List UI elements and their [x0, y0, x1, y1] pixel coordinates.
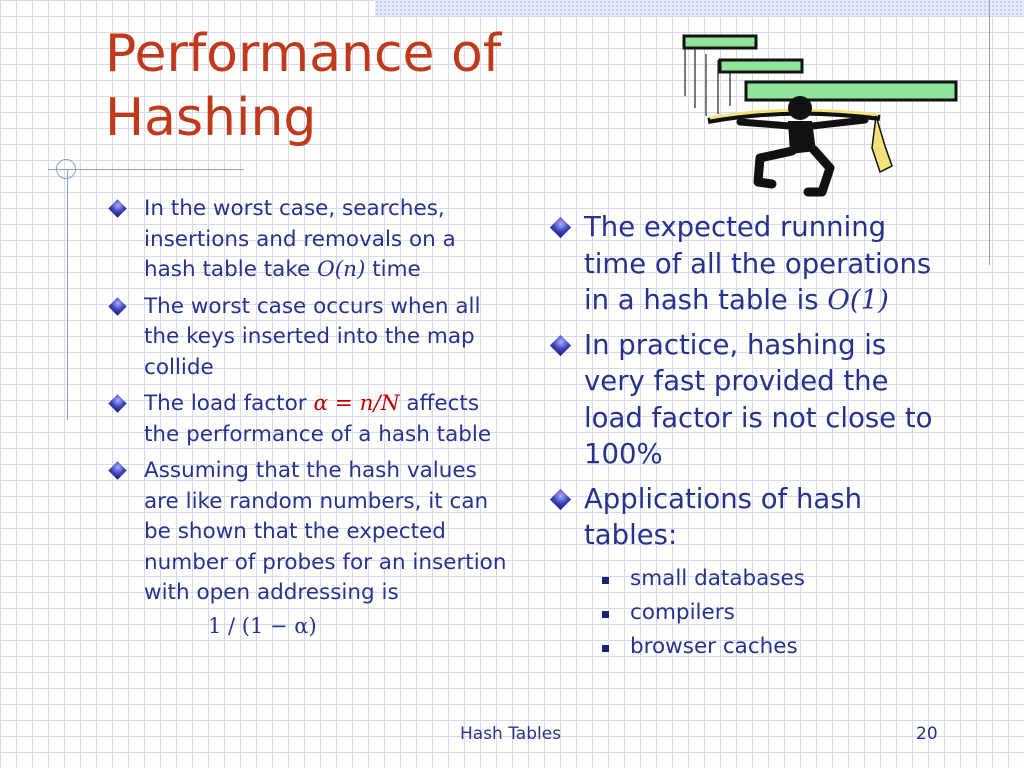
- blue-diamond-bullet-icon: [550, 488, 571, 509]
- bullet-practice: [548, 327, 948, 473]
- bullet-probes: [108, 456, 508, 609]
- right-bullet-column: [548, 209, 948, 664]
- list-item: [592, 596, 948, 630]
- math-o-1: O(1): [827, 284, 889, 316]
- bullet-text: Applications of hash tables:: [584, 482, 863, 551]
- bullet-applications: [548, 481, 948, 554]
- bullet-text: In the worst case, searches, insertions and removals on a hash table take: [144, 196, 456, 282]
- bullet-text: The expected running time of all the operations in a hash table is: [584, 211, 932, 316]
- list-item: [592, 562, 948, 596]
- blue-diamond-bullet-icon: [108, 461, 126, 479]
- square-bullet-icon: [602, 611, 609, 618]
- slide-title: [105, 22, 501, 150]
- bullet-text: Assuming that the hash values are like random numbers, it can be shown that the expected number of probes for an insertion with open addressing is: [144, 458, 507, 605]
- slide-title-line-2: Hashing: [105, 88, 317, 148]
- square-bullet-icon: [602, 645, 609, 652]
- slide-title-line-1: Performance of: [105, 24, 502, 84]
- bullet-text-end: affects the performance of a hash table: [144, 391, 492, 447]
- bullet-text: In practice, hashing is very fast provided the load factor is not close to 100%: [584, 328, 933, 470]
- list-item-label: small databases: [630, 565, 805, 591]
- bullet-text-end: time: [365, 257, 421, 282]
- bullet-collide: [108, 292, 508, 384]
- blue-diamond-bullet-icon: [108, 297, 126, 315]
- page-number: 20: [916, 724, 938, 744]
- bullet-text: The load factor: [144, 391, 314, 416]
- bullet-worst-case: [108, 194, 508, 286]
- list-item-label: compilers: [630, 599, 735, 625]
- probe-formula: 1 / (1 − α): [208, 613, 317, 638]
- math-load-factor: α = n/N: [313, 391, 400, 416]
- crosshair-circle-icon: [56, 159, 76, 179]
- blue-diamond-bullet-icon: [108, 199, 126, 217]
- square-bullet-icon: [602, 577, 609, 584]
- title-rule: [48, 169, 244, 170]
- footer-title: Hash Tables: [460, 724, 562, 744]
- bullet-text: The worst case occurs when all the keys inserted into the map collide: [144, 293, 481, 380]
- list-item: [592, 630, 948, 664]
- bullet-load-factor: [108, 389, 508, 450]
- decorative-left-vline: [67, 170, 68, 420]
- list-item-label: browser caches: [630, 633, 798, 659]
- bullet-expected-time: [548, 209, 948, 319]
- decorative-right-vline: [989, 0, 990, 265]
- blue-diamond-bullet-icon: [108, 394, 126, 412]
- left-bullet-column: [108, 194, 508, 641]
- blue-diamond-bullet-icon: [550, 334, 571, 355]
- blue-diamond-bullet-icon: [550, 217, 571, 238]
- person-lifting-bars-clipart: [680, 26, 965, 198]
- decorative-top-band: [375, 0, 1024, 16]
- applications-list: [548, 562, 948, 664]
- math-o-n: O(n): [317, 257, 366, 282]
